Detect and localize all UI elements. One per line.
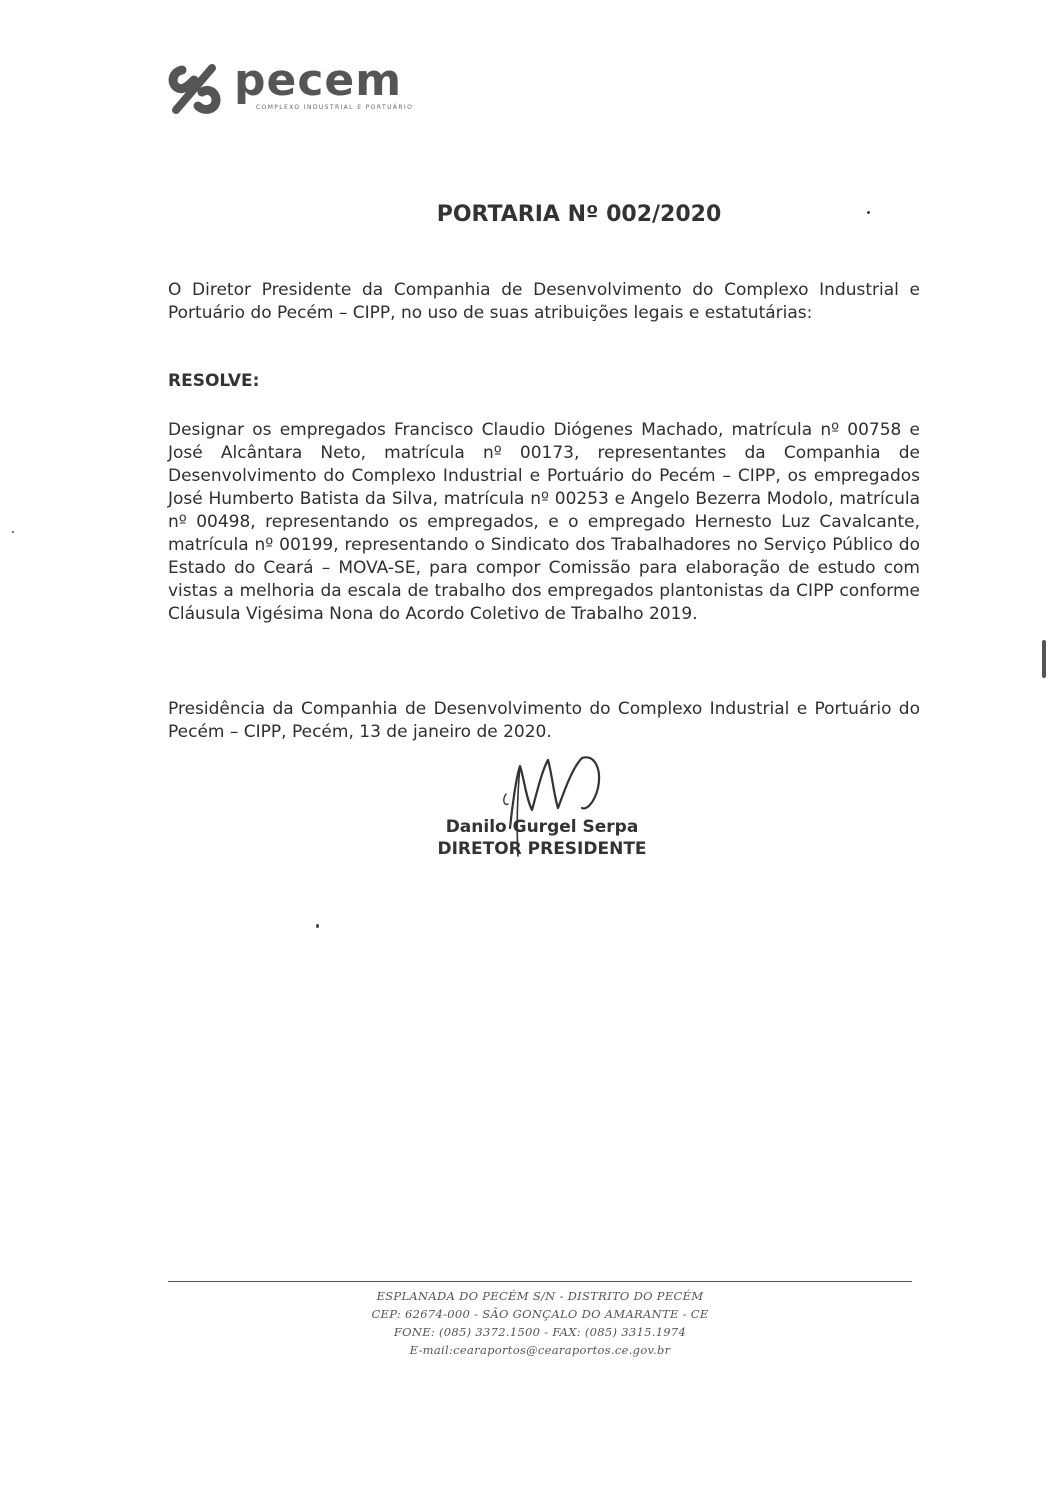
scan-speck [1042, 640, 1046, 678]
footer-address [168, 1287, 912, 1359]
scan-speck [12, 531, 14, 533]
logo-subtitle: COMPLEXO INDUSTRIAL E PORTUÁRIO [256, 104, 414, 111]
footer-line-3: FONE: (085) 3372.1500 - FAX: (085) 3315.1974 [393, 1325, 687, 1339]
resolution-paragraph: Designar os empregados Francisco Claudio Diógenes Machado, matrícula nº 00758 e José Alcântara Neto, matrícula nº 00173, representantes da Companhia de Desenvolvimento do Complexo Industrial e Portuário do Pecém – CIPP, os empregados José Humberto Batista da Silva, matrícula nº 00253 e Angelo Bezerra Modolo, matrícula nº 00498, representando os empregados, e o empregado Hernesto Luz Cavalcante, matrícula nº 00199, representando o Sindicato dos Trabalhadores no Serviço Público do Estado do Ceará – MOVA-SE, para compor Comissão para elaboração de estudo com vistas a melhoria da escala de trabalho dos empregados plantonistas da CIPP conforme Cláusula Vigésima Nona do Acordo Coletivo de Trabalho 2019. [168, 420, 920, 624]
logo-wordmark: pecem [234, 55, 403, 106]
footer-line-4: E-mail:cearaportos@cearaportos.ce.gov.br [409, 1343, 671, 1357]
closing-paragraph: Presidência da Companhia de Desenvolvimento do Complexo Industrial e Portuário do Pecém – CIPP, Pecém, 13 de janeiro de 2020. [168, 699, 920, 742]
scan-speck [316, 924, 319, 928]
footer-line-2: CEP: 62674-000 - SÃO GONÇALO DO AMARANTE - CE [371, 1307, 709, 1321]
pecem-logo [168, 55, 418, 118]
signer-name: Danilo Gurgel Serpa [445, 817, 639, 837]
intro-paragraph: O Diretor Presidente da Companhia de Desenvolvimento do Complexo Industrial e Portuário do Pecém – CIPP, no uso de suas atribuições legais e estatutárias: [168, 280, 920, 323]
pecem-symbol-icon [168, 62, 228, 118]
resolve-heading: RESOLVE: [168, 371, 260, 391]
signer-role: DIRETOR PRESIDENTE [437, 839, 647, 859]
footer-divider [168, 1281, 912, 1282]
document-title: PORTARIA Nº 002/2020 [436, 202, 722, 227]
footer-line-1: ESPLANADA DO PECÉM S/N - DISTRITO DO PECÉM [376, 1289, 704, 1303]
scan-speck [867, 211, 870, 214]
